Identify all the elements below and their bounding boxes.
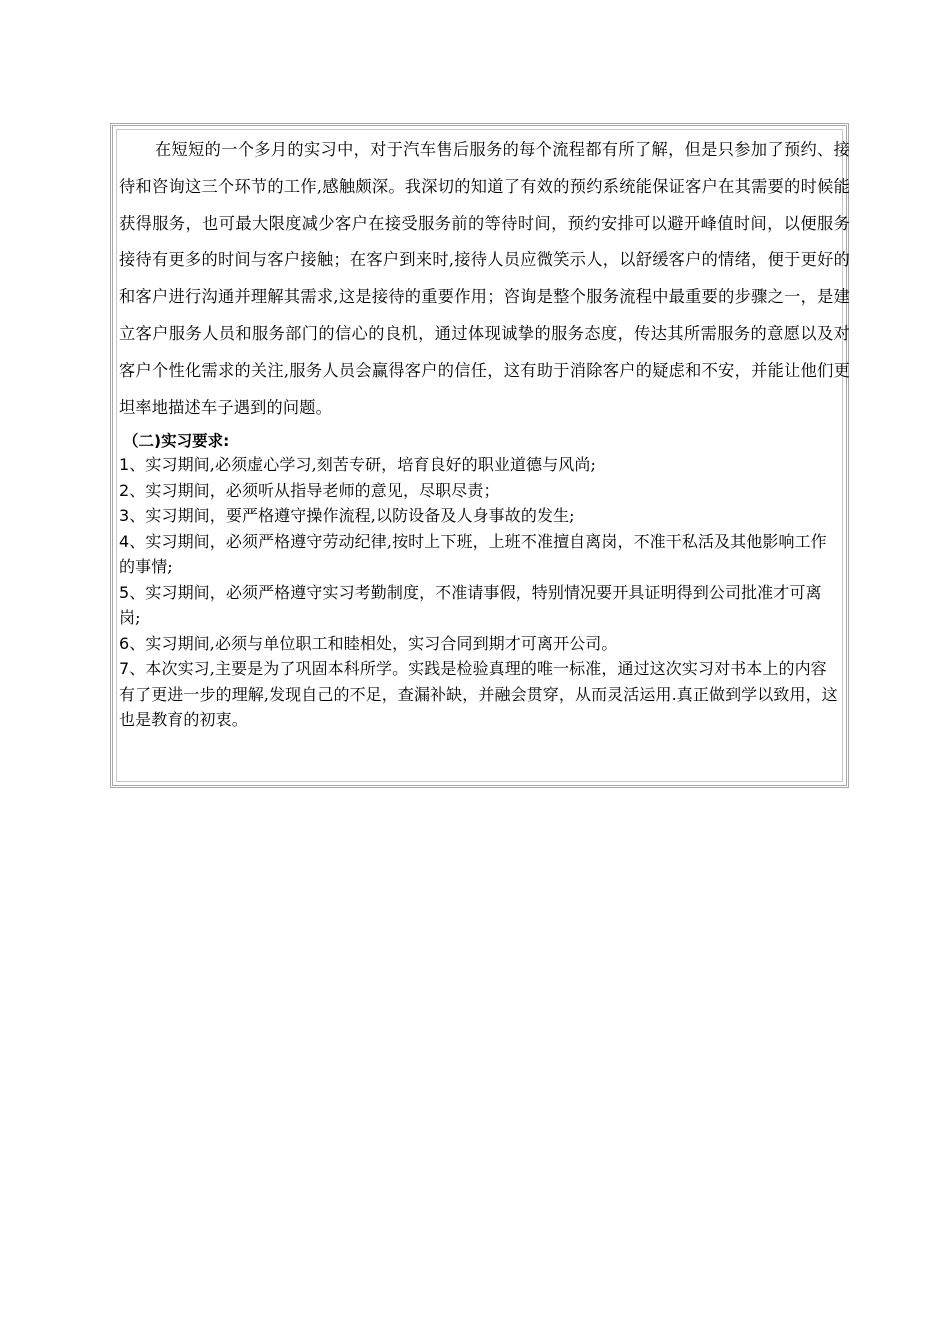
item-number: 3 (119, 506, 130, 526)
item-number: 2 (119, 480, 130, 500)
list-item (119, 478, 840, 504)
item-text: 、实习期间,必须虚心学习,刻苦专研，培育良好的职业道德与风尚; (129, 455, 596, 475)
list-item (119, 529, 840, 580)
list-item (119, 503, 840, 529)
list-item (119, 452, 840, 478)
item-text: 、实习期间，必须听从指导老师的意见，尽职尽责； (129, 480, 500, 500)
section-title: （二)实习要求: (123, 432, 230, 451)
requirements-list (119, 452, 840, 733)
item-text: 、实习期间，要严格遵守操作流程,以防设备及人身事故的发生; (129, 506, 575, 526)
list-item (119, 631, 840, 657)
item-text: 、实习期间,必须与单位职工和睦相处，实习合同到期才可离开公司。 (129, 633, 618, 653)
item-number: 6 (119, 633, 130, 653)
item-number: 7 (119, 659, 130, 679)
item-number: 5 (119, 582, 130, 602)
item-text: 、实习期间，必须严格遵守实习考勤制度，不准请事假，特别情况要开具证明得到公司批准才可离岗; (119, 582, 822, 628)
list-item (119, 656, 840, 733)
list-item (119, 580, 840, 631)
content-table (110, 123, 849, 788)
item-text: 、实习期间，必须严格遵守劳动纪律,按时上下班，上班不准擅自离岗，不准干私活及其他影响工作的事情; (119, 531, 827, 577)
content-cell (116, 129, 850, 782)
item-number: 1 (119, 455, 130, 475)
item-number: 4 (119, 531, 130, 551)
item-text: 、本次实习,主要是为了巩固本科所学。实践是检验真理的唯一标准，通过这次实习对书本上的内容有了更进一步的理解,发现自己的不足，查漏补缺，并融会贯穿，从而灵活运用.真正做到学以致用，这也是教育的初衷。 (119, 659, 838, 730)
intro-paragraph: 在短短的一个多月的实习中，对于汽车售后服务的每个流程都有所了解，但是只参加了预约、接待和咨询这三个环节的工作,感触颇深。我深切的知道了有效的预约系统能保证客户在其需要的时候能获得服务，也可最大限度减少客户在接受服务前的等待时间，预约安排可以避开峰值时间，以便服务接待有更多的时间与客户接触；在客户到来时,接待人员应微笑示人，以舒缓客户的情绪，便于更好的和客户进行沟通并理解其需求,这是接待的重要作用；咨询是整个服务流程中最重要的步骤之一，是建立客户服务人员和服务部门的信心的良机，通过体现诚挚的服务态度，传达其所需服务的意愿以及对客户个性化需求的关注,服务人员会赢得客户的信任，这有助于消除客户的疑虑和不安，并能让他们更坦率地描述车子遇到的问题。 (119, 140, 850, 417)
